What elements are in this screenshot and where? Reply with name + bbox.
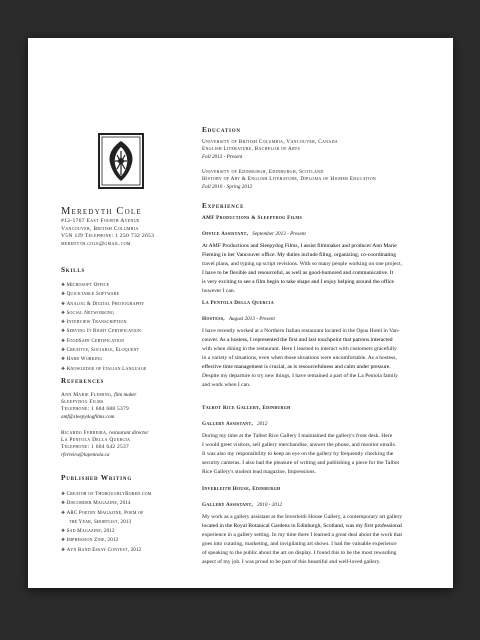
degree: History of Art & English Literature, Diploma of Higher Education (202, 176, 377, 183)
reference-phone: Telephone: 1 604 688 5379 (61, 406, 129, 413)
dates: August 2013 - Present (228, 316, 275, 323)
reference-role: restaurant director (109, 430, 149, 436)
description-line: Rice Gallery's student lead magazine, Impressions. (202, 469, 316, 476)
list-item: ❖ Social Networking (61, 309, 147, 318)
description-line: experience in a gallery setting. In my time there I learned a great deal about the work that (202, 532, 403, 539)
list-item: ❖ Microsoft Office (61, 281, 147, 290)
education-item-2 (202, 169, 434, 191)
employer: Inverleith House, Edinburgh (202, 486, 281, 492)
employer: La Pentola Della Quercia (202, 300, 274, 306)
description-line: I have to be flexible and resourceful, as well as good-humored and communicative. It (202, 270, 394, 277)
employer: Talbot Rice Gallery, Edinburgh (202, 405, 291, 411)
dates: September 2013 - Present (252, 231, 306, 238)
job-description (202, 242, 434, 295)
published-list (61, 490, 151, 555)
description-line: At AMF Productions and Sleepydog Films, I assist filmmaker and producer Ann Marie (202, 243, 397, 250)
description-line: in a variety of situations, even when those situations were uncomfortable. As a hostess, (202, 355, 397, 362)
job-title: Gallery Assistant, (202, 421, 254, 428)
description-line: of speaking to the public about the art on display. I found this to be the most rewarding (202, 550, 397, 557)
reference-phone: Telephone: 1 604 642 2537 (61, 444, 129, 451)
reference-1 (61, 392, 136, 421)
description-line: travel plans, and typing up script revisions. With so many people working on one project, (202, 261, 402, 268)
contact-info (61, 218, 154, 248)
name-emblem-icon (98, 133, 144, 189)
employer: AMF Productions & Sleepydog Films (202, 215, 303, 221)
experience-heading: Experience (202, 202, 245, 210)
description-line: effective time management is crucial, as is resourcefulness and calm under pressure. (202, 364, 391, 371)
address-line-2: Vancouver, British Columbia (61, 225, 139, 232)
school-name: University of Edinburgh, Edinburgh, Scotland (202, 169, 324, 175)
list-item: ❖ Knowledge of Italian Language (61, 365, 147, 374)
reference-email[interactable]: amf@sleepydogfilms.com (61, 413, 115, 420)
resume-page (28, 38, 453, 588)
list-item: ❖ Interview Transcription (61, 318, 147, 327)
skills-heading: Skills (61, 266, 86, 274)
skills-list (61, 281, 147, 374)
job-title: Gallery Assistant, (202, 502, 254, 509)
experience-item-3 (202, 405, 434, 477)
job-title: Office Assistant, (202, 231, 249, 238)
job-description (202, 327, 434, 389)
description-line: I would greet visitors, sell gallery merchandise, answer the phone, and monitor emails. (202, 442, 397, 449)
reference-org: Sleepydog Films (61, 399, 104, 406)
description-line: It was also my responsibility to keep an eye on the gallery by frequently checking the (202, 451, 394, 458)
list-item: ❖ Creative, Sociable, Eloquent (61, 346, 147, 355)
description-line: however I can. (202, 287, 236, 294)
reference-name: Ricardo Ferreira, (61, 430, 108, 436)
description-line: goes into curating, marketing, and invigilating art shows. I had the valuable experience (202, 541, 397, 548)
applicant-name: Meredyth Cole (61, 206, 142, 217)
list-item: ❖ Serving It Right Certification (61, 327, 147, 336)
experience-item-2 (202, 300, 434, 390)
job-title: Hostess, (202, 316, 225, 323)
published-heading: Published Writing (61, 474, 133, 482)
description-line: My work as a gallery assistant at the Inverleith House Gallery, a contemporary art gallery (202, 514, 403, 521)
description-line: and work when I can. (202, 381, 251, 388)
list-item: ❖ Creator of ThoroughlyBored.com (61, 490, 151, 499)
education-heading: Education (202, 126, 241, 134)
reference-role: film maker (114, 392, 137, 398)
list-item: ❖ Discorder Magazine, 2014 (61, 499, 151, 508)
list-item: ❖ Analog & Digital Photography (61, 300, 147, 309)
dates: Fall 2010 - Spring 2012 (202, 183, 253, 190)
list-item: ❖ Sad Magazine, 2012 (61, 527, 151, 536)
reference-2 (61, 430, 148, 459)
dates: 2012 (257, 421, 268, 428)
description-line: couver. As a hostess, I represented the first and last touchpoint that patrons interacted (202, 337, 393, 344)
job-description (202, 432, 434, 477)
description-line: Despite my departure to try new things, I have remained a part of the La Pentola family (202, 372, 398, 379)
reference-email[interactable]: rferreira@lapentola.ca (61, 451, 110, 458)
description-line: aspect of my job. I was proud to be part of this beautiful and well-loved gallery. (202, 558, 381, 565)
list-item: ❖ Hard Working (61, 355, 147, 364)
description-line: located in the Royal Botanical Gardens in Edinburgh, Scotland, was my first professional (202, 523, 402, 530)
experience-item-4 (202, 486, 434, 567)
dates: Fall 2013 - Present (202, 153, 243, 160)
description-line: I have recently worked at a Northern Italian restaurant located in the Opus Hotel in Van- (202, 328, 400, 335)
list-item: the Year, Shortlist, 2013 (69, 519, 132, 525)
experience-item-1 (202, 215, 434, 296)
description-line: During my time at the Talbot Rice Gallery I maintained the gallery's front desk. Here (202, 433, 393, 440)
list-item: ❖ Impression Zine, 2012 (61, 536, 151, 545)
description-line: Fleming in her Vancouver office. My duties include filing, organizing, co-coordinating (202, 252, 397, 259)
list-item: ❖ Quicktable Software (61, 290, 147, 299)
references-heading: References (61, 377, 105, 385)
reference-name: Ann Marie Fleming, (61, 392, 113, 398)
education-item-1 (202, 139, 434, 161)
degree: English Literature, Bachelor of Arts (202, 146, 301, 153)
description-line: security cameras. I also had the pleasure of writing and publishing a piece for the Talbot (202, 460, 400, 467)
dates: 2010 - 2012 (257, 502, 283, 509)
postal-phone-line: V5N 1J9 Telephone: 1 250 732 2653 (61, 233, 155, 240)
list-item: ❖ FoodSafe Certification (61, 337, 147, 346)
address-line-1: #12-1767 East Fourth Avenue (61, 218, 140, 224)
school-name: University of British Columbia, Vancouver, Canada (202, 139, 338, 145)
job-description (202, 513, 434, 566)
email-address[interactable]: meredyth.cole@gmail.com (61, 240, 131, 247)
reference-org: La Pentola Della Quercia (61, 437, 131, 444)
description-line: is very exciting to see a film begin to take shape and I enjoy helping around the office (202, 279, 395, 286)
description-line: with when dining in the restaurant. Here I learned to interact with customers gracefully (202, 346, 397, 353)
list-item: ❖ ARC Poetry Magazine, Poem of (61, 509, 151, 518)
list-item: ❖ Ayn Rand Essay Contest, 2012 (61, 546, 151, 555)
